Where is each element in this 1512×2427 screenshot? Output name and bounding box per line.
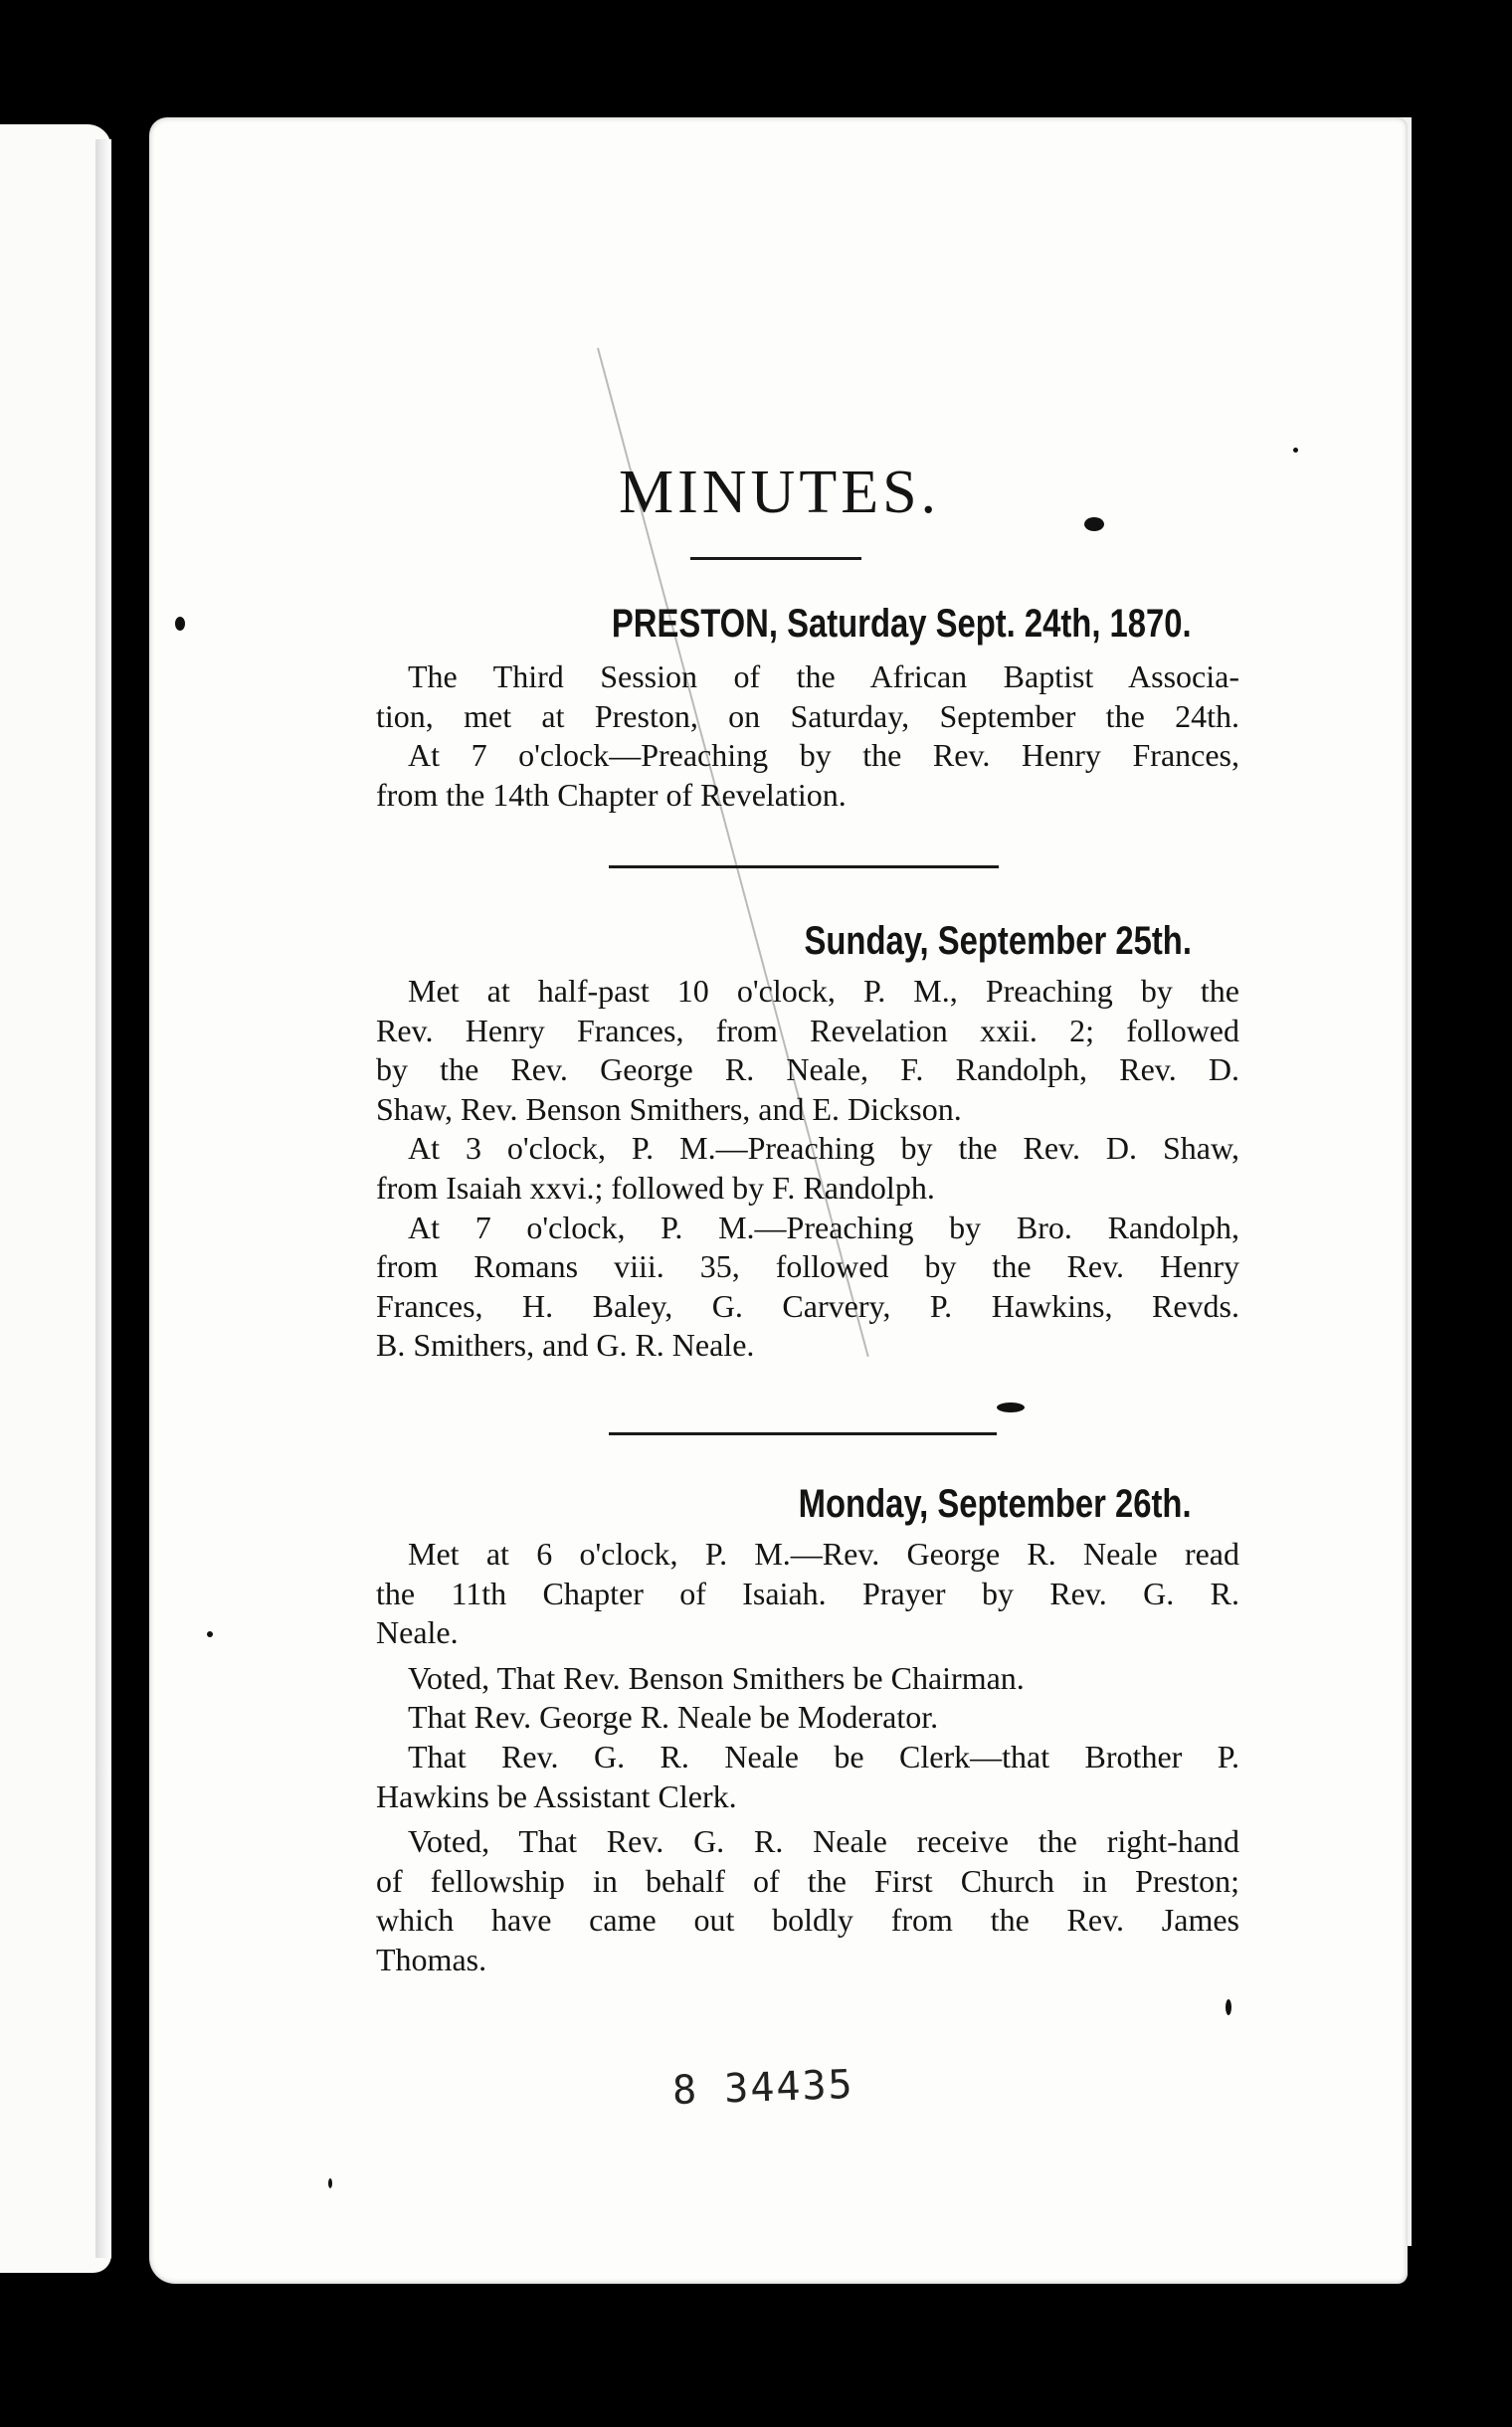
section-body-sunday bbox=[376, 972, 1239, 1366]
text-line: Hawkins be Assistant Clerk. bbox=[376, 1777, 737, 1814]
text-line: of fellowship in behalf of the First Church in Preston; bbox=[376, 1862, 1239, 1899]
text-line: That Rev. G. R. Neale be Clerk—that Brother P. bbox=[408, 1738, 1239, 1774]
text-line: tion, met at Preston, on Saturday, September the 24th. bbox=[376, 697, 1239, 734]
handwritten-catalog-number: 8 34435 bbox=[671, 2061, 855, 2115]
section-rule bbox=[609, 865, 999, 868]
text-line: Frances, H. Baley, G. Carvery, P. Hawkins, Revds. bbox=[376, 1287, 1239, 1324]
text-line: Voted, That Rev. Benson Smithers be Chairman. bbox=[408, 1659, 1025, 1696]
section-heading-saturday: PRESTON, Saturday Sept. 24th, 1870. bbox=[612, 602, 1192, 646]
text-line: Voted, That Rev. G. R. Neale receive the right-hand bbox=[408, 1823, 1239, 1860]
scan-speck bbox=[1293, 448, 1298, 453]
text-line: Rev. Henry Frances, from Revelation xxii. 2; followed bbox=[376, 1012, 1239, 1048]
text-line: Neale. bbox=[376, 1614, 459, 1651]
section-body-monday bbox=[376, 1535, 1239, 1980]
scan-speck bbox=[328, 2178, 332, 2188]
text-line: The Third Session of the African Baptist Associa- bbox=[408, 658, 1239, 694]
text-line: from Isaiah xxvi.; followed by F. Randolph. bbox=[376, 1169, 935, 1206]
text-line: At 7 o'clock, P. M.—Preaching by Bro. Randolph, bbox=[408, 1209, 1239, 1245]
scan-speck bbox=[1226, 1999, 1231, 2015]
page-title: MINUTES. bbox=[619, 459, 941, 526]
text-line: At 3 o'clock, P. M.—Preaching by the Rev. D. Shaw, bbox=[408, 1130, 1239, 1167]
page-gutter-shadow bbox=[95, 139, 111, 2258]
scan-speck bbox=[175, 617, 185, 631]
section-rule bbox=[609, 1432, 997, 1435]
text-line: Met at half-past 10 o'clock, P. M., Preaching by the bbox=[408, 973, 1239, 1009]
text-line: At 7 o'clock—Preaching by the Rev. Henry Frances, bbox=[408, 737, 1239, 774]
scan-speck bbox=[1084, 517, 1104, 531]
text-line: the 11th Chapter of Isaiah. Prayer by Rev. G. R. bbox=[376, 1575, 1239, 1611]
text-line: from Romans viii. 35, followed by the Rev. Henry bbox=[376, 1248, 1239, 1285]
text-line: from the 14th Chapter of Revelation. bbox=[376, 776, 847, 813]
text-line: B. Smithers, and G. R. Neale. bbox=[376, 1327, 755, 1364]
section-heading-monday: Monday, September 26th. bbox=[799, 1482, 1192, 1526]
scan-speck bbox=[207, 1631, 213, 1637]
title-rule bbox=[690, 557, 861, 560]
text-line: That Rev. George R. Neale be Moderator. bbox=[408, 1699, 939, 1736]
text-line: Thomas. bbox=[376, 1941, 487, 1977]
section-heading-sunday: Sunday, September 25th. bbox=[804, 919, 1192, 963]
text-line: Met at 6 o'clock, P. M.—Rev. George R. Neale read bbox=[408, 1536, 1239, 1572]
scan-speck bbox=[997, 1402, 1025, 1412]
text-line: which have came out boldly from the Rev. James bbox=[376, 1902, 1239, 1939]
text-line: by the Rev. George R. Neale, F. Randolph, Rev. D. bbox=[376, 1051, 1239, 1088]
text-line: Shaw, Rev. Benson Smithers, and E. Dickson. bbox=[376, 1090, 962, 1127]
section-body-saturday bbox=[376, 657, 1239, 815]
